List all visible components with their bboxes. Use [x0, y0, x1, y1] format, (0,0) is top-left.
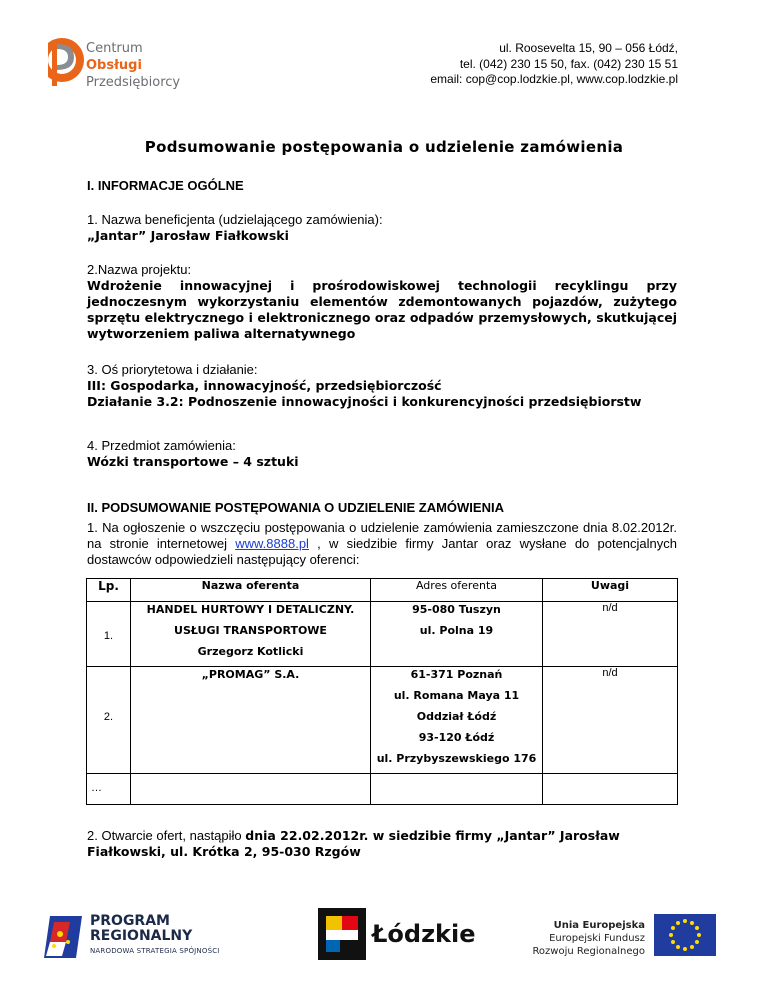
row-2-lp: 2. [87, 667, 131, 774]
row-3-lp: … [87, 774, 131, 805]
contact-phone: tel. (042) 230 15 50, fax. (042) 230 15 51 [459, 56, 678, 71]
program-regionalny-logo: PROGRAM REGIONALNY NARODOWA STRATEGIA SPÓJNOŚCI [90, 913, 220, 955]
axis-value-1: III: Gospodarka, innowacyjność, przedsiębiorczość [87, 378, 442, 393]
header-address: Adres oferenta [371, 579, 543, 602]
subject-label: 4. Przedmiot zamówienia: [87, 438, 236, 453]
row-1-lp: 1. [87, 602, 131, 667]
cop-logo-text: Centrum Obsługi Przedsiębiorcy [86, 41, 181, 90]
header-name: Nazwa oferenta [131, 579, 371, 602]
eu-fund-text: Unia Europejska Europejski Fundusz Rozwoju Regionalnego [532, 920, 645, 957]
opening-paragraph [87, 828, 687, 860]
table-header-row [87, 579, 678, 602]
axis-label: 3. Oś priorytetowa i działanie: [87, 362, 258, 377]
offers-table [86, 578, 678, 805]
contact-address: ul. Roosevelta 15, 90 – 056 Łódź, [499, 41, 678, 55]
eu-flag-icon [654, 914, 716, 956]
section-2-heading: II. PODSUMOWANIE POSTĘPOWANIA O UDZIELENIE ZAMÓWIENIA [87, 500, 504, 515]
page-title: Podsumowanie postępowania o udzielenie zamówienia [144, 138, 624, 156]
announcement-text-end: , w siedzibie firmy Jantar oraz wysłane do potencjalnych dostawców odpowiedzieli następujący oferenci: [87, 536, 677, 567]
project-label: 2.Nazwa projektu: [87, 262, 192, 277]
row-1-name: HANDEL HURTOWY I DETALICZNY. USŁUGI TRANSPORTOWE Grzegorz Kotlicki [131, 602, 371, 667]
section-1-heading: I. INFORMACJE OGÓLNE [87, 178, 244, 193]
beneficiary-label: 1. Nazwa beneficjenta (udzielającego zamówienia): [87, 212, 383, 227]
contact-block [348, 41, 678, 88]
announcement-paragraph [87, 520, 677, 568]
beneficiary-value: „Jantar” Jarosław Fiałkowski [87, 228, 289, 243]
cop-logo-icon [36, 30, 86, 90]
website-link[interactable]: www.8888.pl [235, 536, 309, 551]
contact-email: email: cop@cop.lodzkie.pl, www.cop.lodzkie.pl [430, 72, 678, 86]
row-3-address [371, 774, 543, 805]
table-row [87, 774, 678, 805]
program-regionalny-flag-icon [40, 912, 86, 962]
axis-value-2: Działanie 3.2: Podnoszenie innowacyjności i konkurencyjności przedsiębiorstw [87, 394, 642, 409]
lodzkie-logo-icon [318, 908, 366, 960]
opening-text-bold: dnia 22.02.2012r. w siedzibie firmy „Jantar” Jarosław Fiałkowski, ul. Krótka 2, 95-030 Rzgów [87, 828, 620, 859]
header-lp: Lp. [87, 579, 131, 602]
table-row [87, 602, 678, 667]
row-3-name [131, 774, 371, 805]
row-3-notes [543, 774, 678, 805]
row-1-address: 95-080 Tuszyn ul. Polna 19 [371, 602, 543, 667]
subject-value: Wózki transportowe – 4 sztuki [87, 454, 299, 469]
row-2-address: 61-371 Poznań ul. Romana Maya 11 Oddział Łódź 93-120 Łódź ul. Przybyszewskiego 176 [371, 667, 543, 774]
lodzkie-logo-text: Łódzkie [372, 920, 476, 948]
header-notes: Uwagi [543, 579, 678, 602]
table-row [87, 667, 678, 774]
row-2-notes: n/d [543, 667, 678, 774]
opening-text: 2. Otwarcie ofert, nastąpiło [87, 828, 246, 843]
row-2-name: „PROMAG” S.A. [131, 667, 371, 774]
project-value: Wdrożenie innowacyjnej i prośrodowiskowej technologii recyklingu przy jednoczesnym wykorzystaniu elementów zdemontowanych pojazdów, zużytego sprzętu elektrycznego i elektronicznego oraz odpadów przemysłowych, skutkującej wytworzeniem paliwa alternatywnego [87, 278, 677, 341]
row-1-notes: n/d [543, 602, 678, 667]
announcement-text-start: 1. Na ogłoszenie o wszczęciu postępowania o udzielenie zamówienia zamieszczone dnia 8.02.2012r. na stronie internetowej [87, 520, 677, 551]
